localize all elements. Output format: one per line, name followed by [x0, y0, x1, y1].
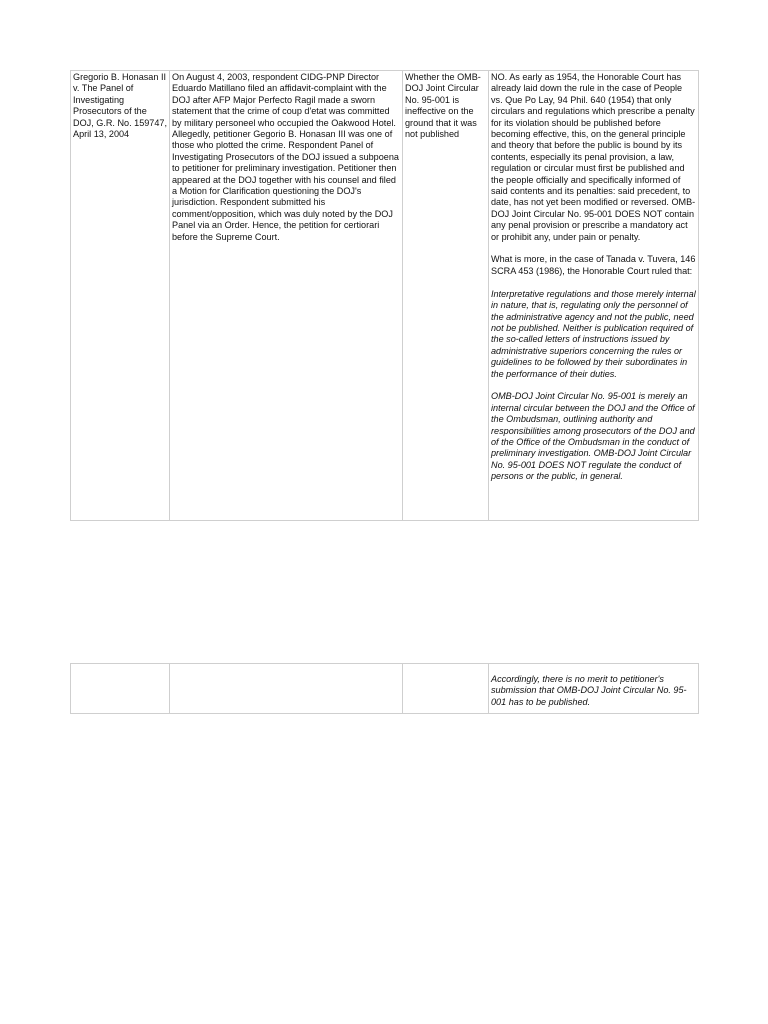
table-row	[71, 664, 699, 714]
ruling-paragraph: What is more, in the case of Tanada v. Tuvera, 146 SCRA 453 (1986), the Honorable Court ruled that:	[491, 254, 696, 276]
case-table-page-1-continued	[70, 663, 699, 714]
facts-cell-empty	[170, 664, 403, 714]
ruling-quote-paragraph: OMB-DOJ Joint Circular No. 95-001 is merely an internal circular between the DOJ and the Office of the Ombudsman, outlining authority and responsibilities among prosecutors of the DOJ and of the Office of the Ombudsman in the conduct of preliminary investigation. OMB-DOJ Joint Circular No. 95-001 DOES NOT regulate the conduct of persons or the public, in general.	[491, 391, 695, 482]
ruling-quote-paragraph: Accordingly, there is no merit to petitioner's submission that OMB-DOJ Joint Circular No. 95-001 has to be published.	[491, 674, 687, 707]
case-table-page-1	[70, 70, 699, 521]
case-title-cell: Gregorio B. Honasan II v. The Panel of Investigating Prosecutors of the DOJ, G.R. No. 159747, April 13, 2004	[71, 71, 170, 521]
issue-cell-empty	[403, 664, 489, 714]
ruling-cell	[489, 71, 699, 521]
ruling-cell-continued	[489, 664, 699, 714]
issue-cell: Whether the OMB-DOJ Joint Circular No. 95-001 is ineffective on the ground that it was not published	[403, 71, 489, 521]
table-row	[71, 71, 699, 521]
case-title-cell-empty	[71, 664, 170, 714]
ruling-quote-paragraph: Interpretative regulations and those merely internal in nature, that is, regulating only the personnel of the administrative agency and not the public, need not be published. Neither is publication required of the so-called letters of instructions issued by administrative superiors concerning the rules or guidelines to be followed by their subordinates in the performance of their duties.	[491, 288, 696, 379]
facts-cell: On August 4, 2003, respondent CIDG-PNP Director Eduardo Matillano filed an affidavit-complaint with the DOJ after AFP Major Perfecto Ragil made a sworn statement that the crime of coup d'etat was committed by military personeel who occupied the Oakwood Hotel. Allegedly, petitioner Gegorio B. Honasan III was one of those who plotted the crime. Respondent Panel of Investigating Prosecutors of the DOJ issued a subpoena to petitioner for preliminary investigation. Petitioner then appeared at the DOJ together with his counsel and filed a Motion for Clarification questioning the DOJ's jurisdiction. Respondent submitted his comment/opposition, which was duly noted by the DOJ Panel via an Order. Hence, the petition for certiorari before the Supreme Court.	[170, 71, 403, 521]
ruling-paragraph: NO. As early as 1954, the Honorable Court has already laid down the rule in the case of People vs. Que Po Lay, 94 Phil. 640 (1954) that only circulars and regulations which prescribe a penalty for its violation should be published before becoming effective, this, on the general principle and theory that before the public is bound by its contents, especially its penal provision, a law, regulation or circular must first be published and the people officially and specifically informed of said contents and its penalties: said precedent, to date, has not yet been modified or reversed. OMB-DOJ Joint Circular No. 95-001 DOES NOT contain any penal provision or prescribe a mandatory act or prohibit any, under pain or penalty.	[491, 72, 696, 242]
